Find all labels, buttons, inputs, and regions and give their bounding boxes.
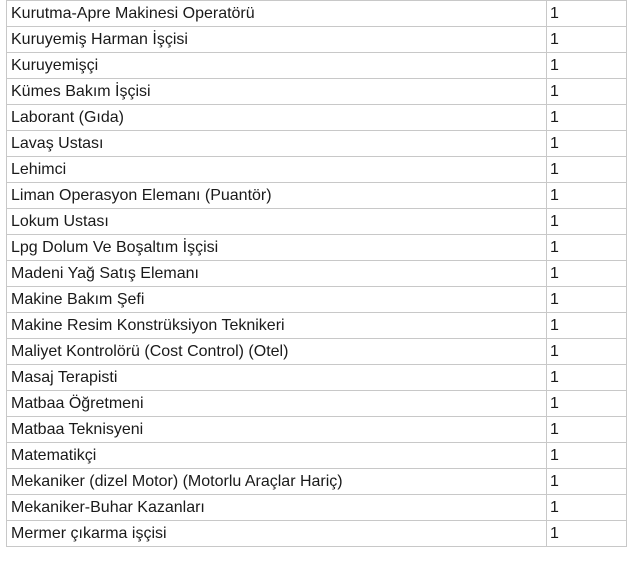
job-title-cell: Makine Bakım Şefi <box>7 287 547 313</box>
job-title-cell: Laborant (Gıda) <box>7 105 547 131</box>
job-title-cell: Lpg Dolum Ve Boşaltım İşçisi <box>7 235 547 261</box>
job-title-cell: Lokum Ustası <box>7 209 547 235</box>
count-cell: 1 <box>547 27 627 53</box>
count-cell: 1 <box>547 469 627 495</box>
count-cell: 1 <box>547 79 627 105</box>
table-row <box>7 157 627 183</box>
job-table-container <box>6 0 627 547</box>
count-cell: 1 <box>547 443 627 469</box>
table-row <box>7 261 627 287</box>
job-title-cell: Matematikçi <box>7 443 547 469</box>
table-row <box>7 287 627 313</box>
table-row <box>7 313 627 339</box>
table-row <box>7 339 627 365</box>
job-table <box>6 0 627 547</box>
table-row <box>7 417 627 443</box>
job-title-cell: Liman Operasyon Elemanı (Puantör) <box>7 183 547 209</box>
job-title-cell: Kuruyemişçi <box>7 53 547 79</box>
job-title-cell: Kurutma-Apre Makinesi Operatörü <box>7 1 547 27</box>
job-title-cell: Kuruyemiş Harman İşçisi <box>7 27 547 53</box>
job-title-cell: Masaj Terapisti <box>7 365 547 391</box>
count-cell: 1 <box>547 1 627 27</box>
count-cell: 1 <box>547 235 627 261</box>
count-cell: 1 <box>547 339 627 365</box>
table-row <box>7 79 627 105</box>
job-title-cell: Madeni Yağ Satış Elemanı <box>7 261 547 287</box>
job-title-cell: Makine Resim Konstrüksiyon Teknikeri <box>7 313 547 339</box>
table-row <box>7 391 627 417</box>
count-cell: 1 <box>547 105 627 131</box>
job-title-cell: Lehimci <box>7 157 547 183</box>
table-row <box>7 27 627 53</box>
job-title-cell: Matbaa Öğretmeni <box>7 391 547 417</box>
table-row <box>7 443 627 469</box>
table-row <box>7 105 627 131</box>
table-row <box>7 469 627 495</box>
count-cell: 1 <box>547 495 627 521</box>
table-row <box>7 131 627 157</box>
job-title-cell: Mekaniker (dizel Motor) (Motorlu Araçlar Hariç) <box>7 469 547 495</box>
job-title-cell: Maliyet Kontrolörü (Cost Control) (Otel) <box>7 339 547 365</box>
table-row <box>7 235 627 261</box>
job-table-body <box>7 1 627 547</box>
count-cell: 1 <box>547 183 627 209</box>
count-cell: 1 <box>547 131 627 157</box>
count-cell: 1 <box>547 391 627 417</box>
job-title-cell: Mekaniker-Buhar Kazanları <box>7 495 547 521</box>
table-row <box>7 183 627 209</box>
table-row <box>7 53 627 79</box>
count-cell: 1 <box>547 365 627 391</box>
table-row <box>7 495 627 521</box>
count-cell: 1 <box>547 521 627 547</box>
count-cell: 1 <box>547 287 627 313</box>
count-cell: 1 <box>547 261 627 287</box>
table-row <box>7 1 627 27</box>
count-cell: 1 <box>547 209 627 235</box>
job-title-cell: Matbaa Teknisyeni <box>7 417 547 443</box>
count-cell: 1 <box>547 157 627 183</box>
job-title-cell: Lavaş Ustası <box>7 131 547 157</box>
table-row <box>7 365 627 391</box>
job-title-cell: Kümes Bakım İşçisi <box>7 79 547 105</box>
count-cell: 1 <box>547 417 627 443</box>
job-title-cell: Mermer çıkarma işçisi <box>7 521 547 547</box>
count-cell: 1 <box>547 313 627 339</box>
table-row <box>7 209 627 235</box>
table-row <box>7 521 627 547</box>
count-cell: 1 <box>547 53 627 79</box>
